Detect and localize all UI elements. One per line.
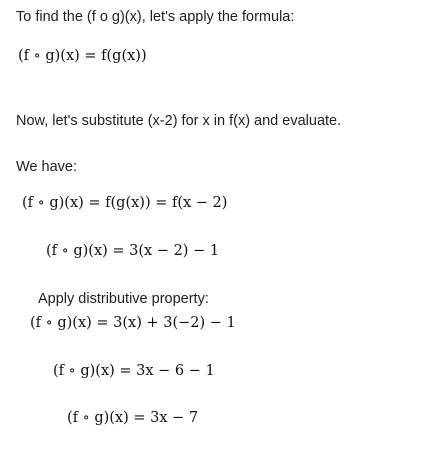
step-2-equation: (f ∘ g)(x) = 3(x − 2) − 1 [46,243,220,259]
substitute-text: Now, let's substitute (x-2) for x in f(x) and evaluate. [16,113,342,129]
step-3-equation: (f ∘ g)(x) = 3(x) + 3(−2) − 1 [30,315,236,331]
step-4-equation: (f ∘ g)(x) = 3x − 6 − 1 [53,363,215,379]
distributive-text: Apply distributive property: [38,291,209,307]
step-1-equation: (f ∘ g)(x) = f(g(x)) = f(x − 2) [22,195,228,211]
step-5-equation: (f ∘ g)(x) = 3x − 7 [67,410,199,426]
intro-text: To find the (f o g)(x), let's apply the formula: [16,9,295,25]
composition-formula: (f ∘ g)(x) = f(g(x)) [18,48,147,64]
we-have-text: We have: [16,159,77,175]
